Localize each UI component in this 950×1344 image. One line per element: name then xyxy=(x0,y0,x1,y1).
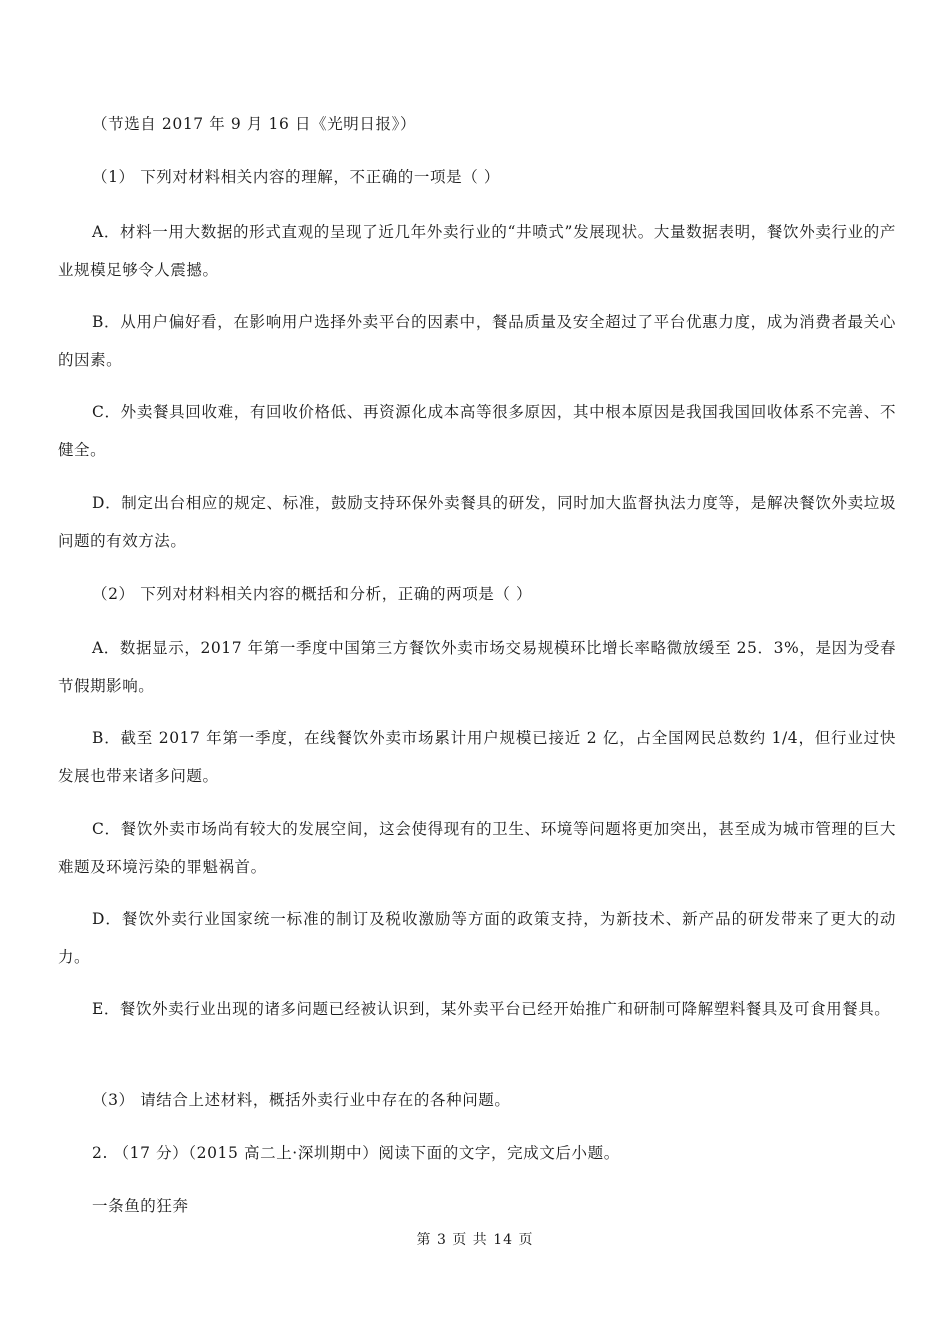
question-1-option-a: A．材料一用大数据的形式直观的呈现了近几年外卖行业的“井喷式”发展现状。大量数据表明，餐饮外卖行业的产业规模足够令人震撼。 xyxy=(58,223,896,279)
problem-2-header: 2. （17 分）（2015 高二上·深圳期中）阅读下面的文字，完成文后小题。 xyxy=(92,1144,620,1162)
question-1-stem: （1） 下列对材料相关内容的理解，不正确的一项是（ ） xyxy=(92,168,500,186)
question-1-option-b: B．从用户偏好看，在影响用户选择外卖平台的因素中，餐品质量及安全超过了平台优惠力度，成为消费者最关心的因素。 xyxy=(58,313,896,369)
question-2-option-a: A．数据显示，2017 年第一季度中国第三方餐饮外卖市场交易规模环比增长率略微放缓至 25．3%，是因为受春节假期影响。 xyxy=(58,639,896,695)
question-1-option-c: C．外卖餐具回收难，有回收价格低、再资源化成本高等很多原因，其中根本原因是我国我国回收体系不完善、不健全。 xyxy=(58,403,896,459)
question-2-option-c: C．餐饮外卖市场尚有较大的发展空间，这会使得现有的卫生、环境等问题将更加突出，甚至成为城市管理的巨大难题及环境污染的罪魁祸首。 xyxy=(58,820,896,876)
source-note: （节选自 2017 年 9 月 16 日《光明日报》） xyxy=(92,115,417,133)
question-3-stem: （3） 请结合上述材料，概括外卖行业中存在的各种问题。 xyxy=(92,1091,511,1109)
question-2-option-b: B．截至 2017 年第一季度，在线餐饮外卖市场累计用户规模已接近 2 亿，占全国网民总数约 1/4，但行业过快发展也带来诸多问题。 xyxy=(58,729,896,785)
question-1-option-d: D．制定出台相应的规定、标准，鼓励支持环保外卖餐具的研发，同时加大监督执法力度等，是解决餐饮外卖垃圾问题的有效方法。 xyxy=(58,494,896,550)
question-2-option-d: D．餐饮外卖行业国家统一标准的制订及税收激励等方面的政策支持，为新技术、新产品的研发带来了更大的动力。 xyxy=(58,910,896,966)
question-2-option-e: E．餐饮外卖行业出现的诸多问题已经被认识到，某外卖平台已经开始推广和研制可降解塑料餐具及可食用餐具。 xyxy=(92,1000,891,1018)
page-footer: 第 3 页 共 14 页 xyxy=(416,1232,534,1248)
passage-title: 一条鱼的狂奔 xyxy=(92,1197,189,1215)
question-2-stem: （2） 下列对材料相关内容的概括和分析，正确的两项是（ ） xyxy=(92,585,533,603)
